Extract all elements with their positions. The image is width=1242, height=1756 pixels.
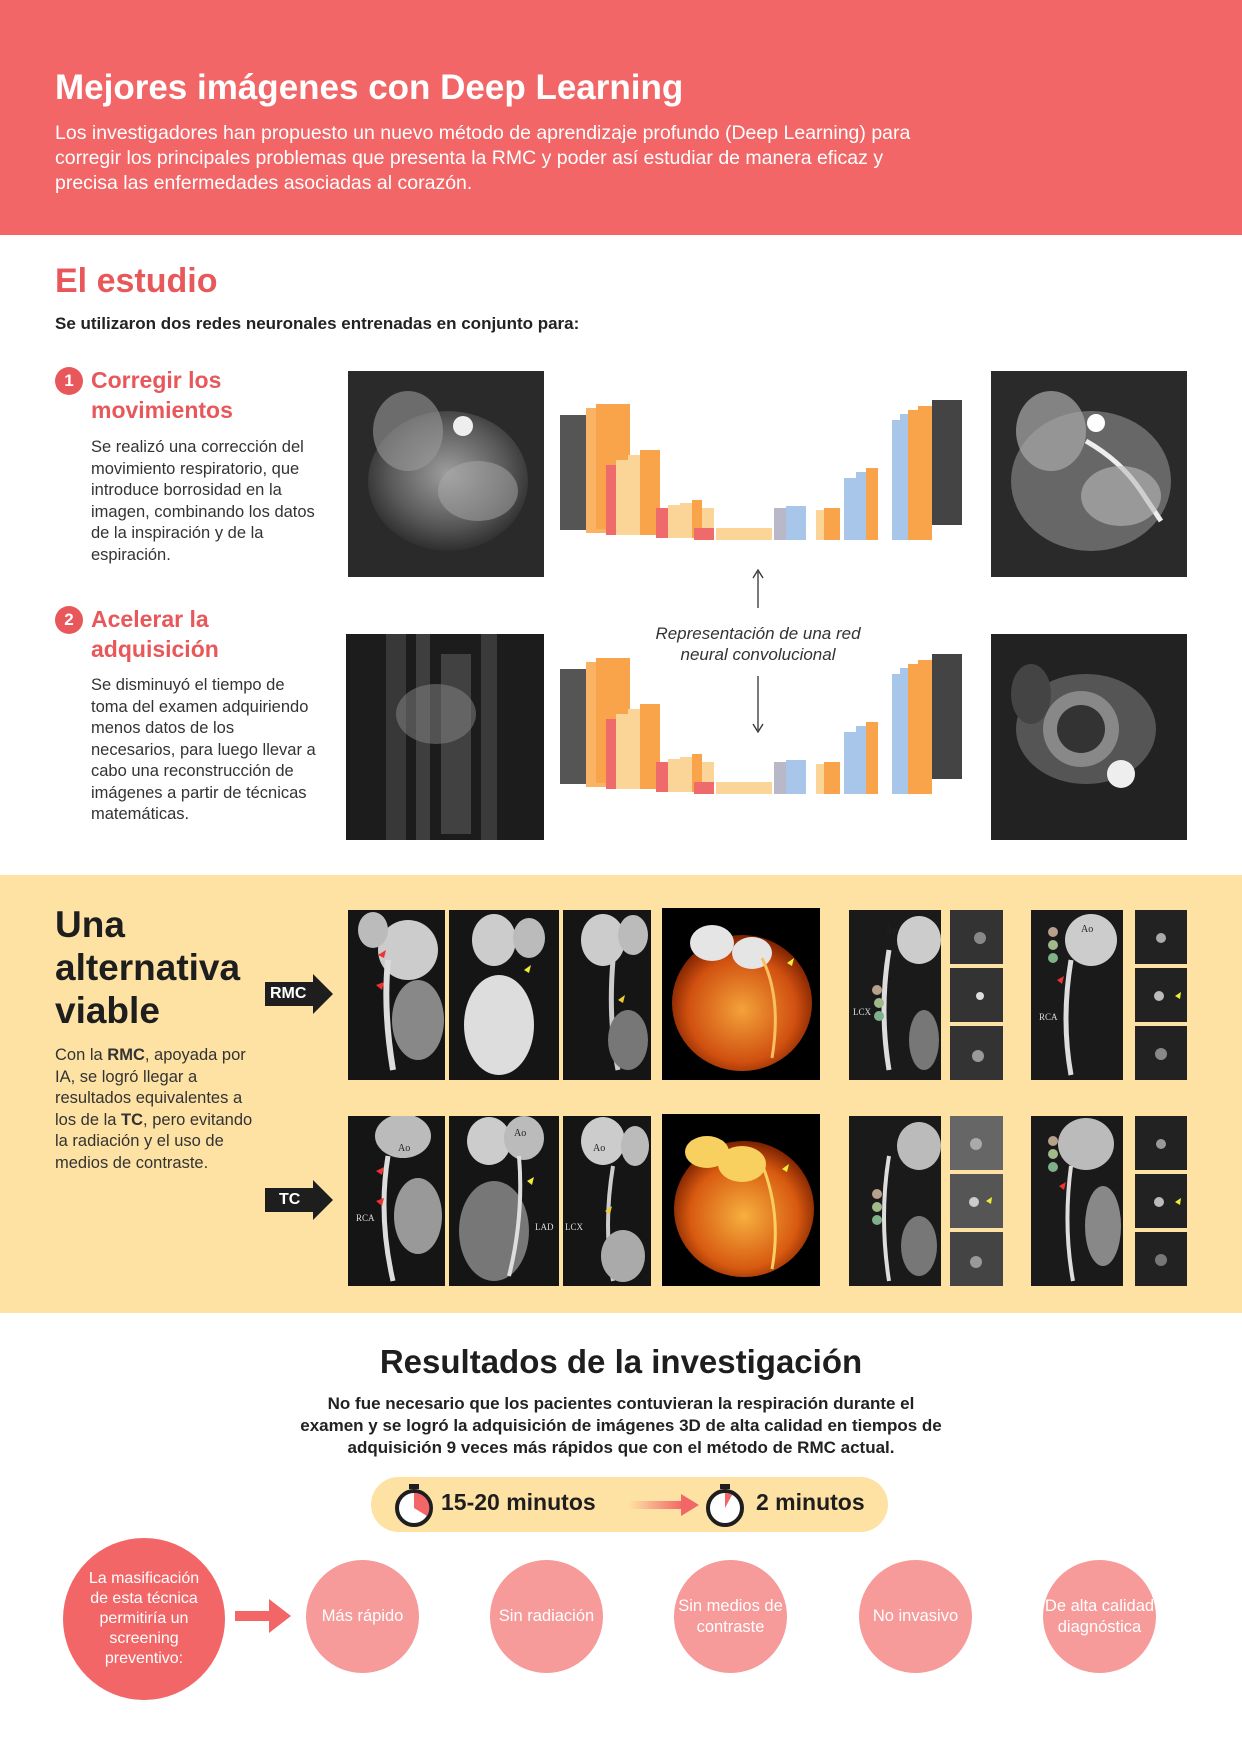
- alternative-text: Con la RMC, apoyada por IA, se logró llegar a resultados equivalentes a los de la TC, pero evitando la radiación y el uso de medios de contraste.: [55, 1046, 253, 1172]
- mri-corrected-image: [991, 371, 1187, 577]
- cnn-caption: Representación de una red neural convolucional: [655, 624, 861, 664]
- tc-image-7: [1031, 1116, 1123, 1286]
- rmc-tag: [265, 974, 333, 1019]
- svg-text:Ao: Ao: [1081, 924, 1094, 935]
- time-comparison: [371, 1477, 888, 1532]
- cnn-diagram-1: [556, 400, 976, 560]
- svg-text:LCX: LCX: [853, 1007, 871, 1017]
- arrow-down-icon: [751, 676, 765, 734]
- rmc-image-2: [449, 910, 559, 1080]
- page-title: Mejores imágenes con Deep Learning: [55, 68, 684, 107]
- alternative-title: Una alternativa viable: [55, 904, 241, 1031]
- svg-text:LAD: LAD: [535, 1222, 554, 1232]
- rmc-image-3: [563, 910, 651, 1080]
- mri-blurry-image: [348, 371, 544, 577]
- time-after: 2 minutos: [756, 1489, 865, 1515]
- intro-text: Los investigadores han propuesto un nuevo método de aprendizaje profundo (Deep Learning) para corregir los principales problemas que presenta la RMC y poder así estudiar de manera eficaz y precisa las enfermedades asociadas al corazón.: [55, 122, 911, 194]
- tc-image-3: [563, 1116, 651, 1286]
- rmc-heart-3d-image: [662, 908, 820, 1080]
- stopwatch-icon: [704, 1483, 746, 1527]
- tc-image-2: [449, 1116, 559, 1286]
- time-before: 15-20 minutos: [441, 1489, 596, 1515]
- cnn-diagram-2: [556, 654, 976, 814]
- benefit-no-radiation: Sin radiación: [490, 1560, 603, 1673]
- results-text: No fue necesario que los pacientes contuvieran la respiración durante el examen y se logró la adquisición de imágenes 3D de alta calidad en tiempos de adquisición 9 veces más rápidos que con el método de RMC actual.: [300, 1394, 942, 1457]
- svg-text:Ao: Ao: [885, 925, 898, 936]
- header-banner: [0, 0, 1242, 235]
- arrow-right-icon: [629, 1494, 699, 1516]
- benefit-no-contrast: Sin medios de contraste: [674, 1560, 787, 1673]
- step-2-title: Acelerar la adquisición: [91, 606, 219, 662]
- step-1-title: Corregir los movimientos: [91, 367, 233, 423]
- svg-text:RCA: RCA: [356, 1213, 375, 1223]
- step-2-text: Se disminuyó el tiempo de toma del examen adquiriendo menos datos de los necesarios, para luego llevar a cabo una reconstrucción de imágenes a partir de técnicas matemáticas.: [91, 676, 316, 823]
- svg-text:Ao: Ao: [398, 1143, 411, 1154]
- step-1-text: Se realizó una corrección del movimiento respiratorio, que introduce borrosidad en la imagen, combinando los datos de la inspiración y de la espiración.: [91, 438, 315, 564]
- mri-reconstructed-image: [991, 634, 1187, 840]
- rmc-crosssections-2: [1135, 910, 1187, 1080]
- arrow-right-icon: [235, 1596, 291, 1636]
- mri-undersampled-image: [346, 634, 544, 840]
- svg-text:Ao: Ao: [593, 1143, 606, 1154]
- rmc-image-5: [849, 910, 941, 1080]
- benefit-faster: Más rápido: [306, 1560, 419, 1673]
- tc-label: TC: [279, 1191, 301, 1208]
- study-title: El estudio: [55, 262, 218, 300]
- tc-image-1: [348, 1116, 445, 1286]
- benefit-non-invasive: No invasivo: [859, 1560, 972, 1673]
- svg-text:RCA: RCA: [1039, 1012, 1058, 1022]
- tc-tag: [265, 1180, 333, 1225]
- tc-heart-3d-image: [662, 1114, 820, 1286]
- results-title: Resultados de la investigación: [379, 1343, 863, 1380]
- svg-text:Ao: Ao: [514, 1128, 527, 1139]
- benefit-high-quality: De alta calidad diagnóstica: [1043, 1560, 1156, 1673]
- tc-crosssections-2: [1135, 1116, 1187, 1286]
- rmc-crosssections-1: [950, 910, 1003, 1080]
- study-subtitle: Se utilizaron dos redes neuronales entrenadas en conjunto para:: [55, 314, 580, 333]
- screening-circle: La masificación de esta técnica permitiría un screening preventivo:: [63, 1538, 225, 1700]
- arrow-up-icon: [751, 568, 765, 608]
- rmc-label: RMC: [270, 985, 307, 1002]
- stopwatch-icon: [393, 1483, 435, 1527]
- step-1-badge: 1: [55, 367, 83, 395]
- tc-crosssections-1: [950, 1116, 1003, 1286]
- svg-text:LCX: LCX: [565, 1222, 583, 1232]
- tc-image-5: [849, 1116, 941, 1286]
- step-2-badge: 2: [55, 606, 83, 634]
- rmc-image-1: [348, 910, 445, 1080]
- rmc-image-7: [1031, 910, 1123, 1080]
